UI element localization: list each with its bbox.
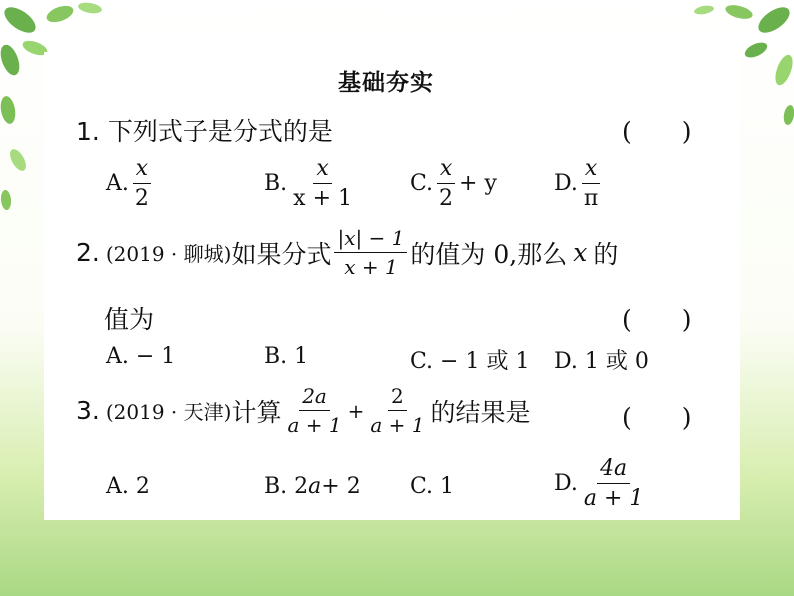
denominator: a + 1 xyxy=(583,486,644,511)
question-source: (2019 · 天津) xyxy=(105,400,232,424)
section-heading: 基础夯实 xyxy=(338,70,434,96)
denominator: 2 xyxy=(134,186,149,211)
question-stem: 如果分式 xyxy=(231,239,332,269)
option-a xyxy=(106,156,155,211)
fraction xyxy=(436,156,456,211)
numerator: x xyxy=(582,156,600,184)
plus-sign: + xyxy=(347,398,365,423)
answer-blank: ( ) xyxy=(622,305,692,334)
denominator: 2 xyxy=(439,186,454,211)
numerator: |x| − 1 xyxy=(334,226,407,253)
numerator: 4a xyxy=(597,456,630,484)
expression-tail: + 2 xyxy=(321,474,361,499)
option-label: D. xyxy=(554,471,578,496)
option-label: C. xyxy=(410,171,434,196)
option-c: C. − 1 或 1 xyxy=(410,349,530,374)
option-label: D. xyxy=(554,171,578,196)
denominator: a + 1 xyxy=(287,413,342,437)
option-a: A. − 1 xyxy=(106,344,176,369)
denominator: x + 1 xyxy=(344,255,398,279)
numerator: 2 xyxy=(388,384,407,411)
denominator: x + 1 xyxy=(293,186,352,211)
fraction xyxy=(334,226,407,279)
question-stem: 下列式子是分式的是 xyxy=(107,117,333,146)
question-stem-continued: 的值为 0,那么 xyxy=(410,239,568,269)
numerator: 2a xyxy=(299,384,330,411)
fraction xyxy=(284,384,344,437)
option-b: B. 1 xyxy=(264,344,309,369)
fraction xyxy=(132,156,152,211)
question-stem-end: 的 xyxy=(593,239,619,269)
question-number: 1. xyxy=(76,117,100,146)
option-d xyxy=(554,456,649,511)
question-stem-continued: 的结果是 xyxy=(430,397,531,427)
variable: a xyxy=(308,474,322,499)
question-1 xyxy=(76,112,333,148)
variable: x xyxy=(573,238,588,267)
numerator: x xyxy=(437,156,455,184)
option-label: B. xyxy=(264,171,288,196)
option-b xyxy=(264,474,361,499)
denominator: a + 1 xyxy=(370,413,425,437)
fraction xyxy=(581,456,647,511)
numerator: x xyxy=(133,156,151,184)
option-b xyxy=(264,156,358,211)
fraction xyxy=(367,384,427,437)
option-label: B. 2 xyxy=(264,474,309,499)
option-d xyxy=(554,156,604,211)
option-d: D. 1 或 0 xyxy=(554,349,649,374)
option-c: C. 1 xyxy=(410,474,455,499)
fraction xyxy=(581,156,601,211)
option-label: A. xyxy=(106,171,129,196)
question-number: 2. xyxy=(76,238,100,267)
answer-blank: ( ) xyxy=(622,403,692,432)
question-2 xyxy=(76,226,618,279)
expression-tail: + y xyxy=(459,171,497,196)
question-2-line-2: 值为 xyxy=(104,305,155,334)
question-3 xyxy=(76,384,530,437)
question-number: 3. xyxy=(76,396,100,425)
question-stem: 计算 xyxy=(231,397,282,427)
option-a: A. 2 xyxy=(106,474,150,499)
denominator: π xyxy=(583,186,599,211)
fraction xyxy=(290,156,355,211)
answer-blank: ( ) xyxy=(622,117,692,146)
option-c xyxy=(410,156,497,211)
question-source: (2019 · 聊城) xyxy=(105,242,232,266)
numerator: x xyxy=(313,156,331,184)
